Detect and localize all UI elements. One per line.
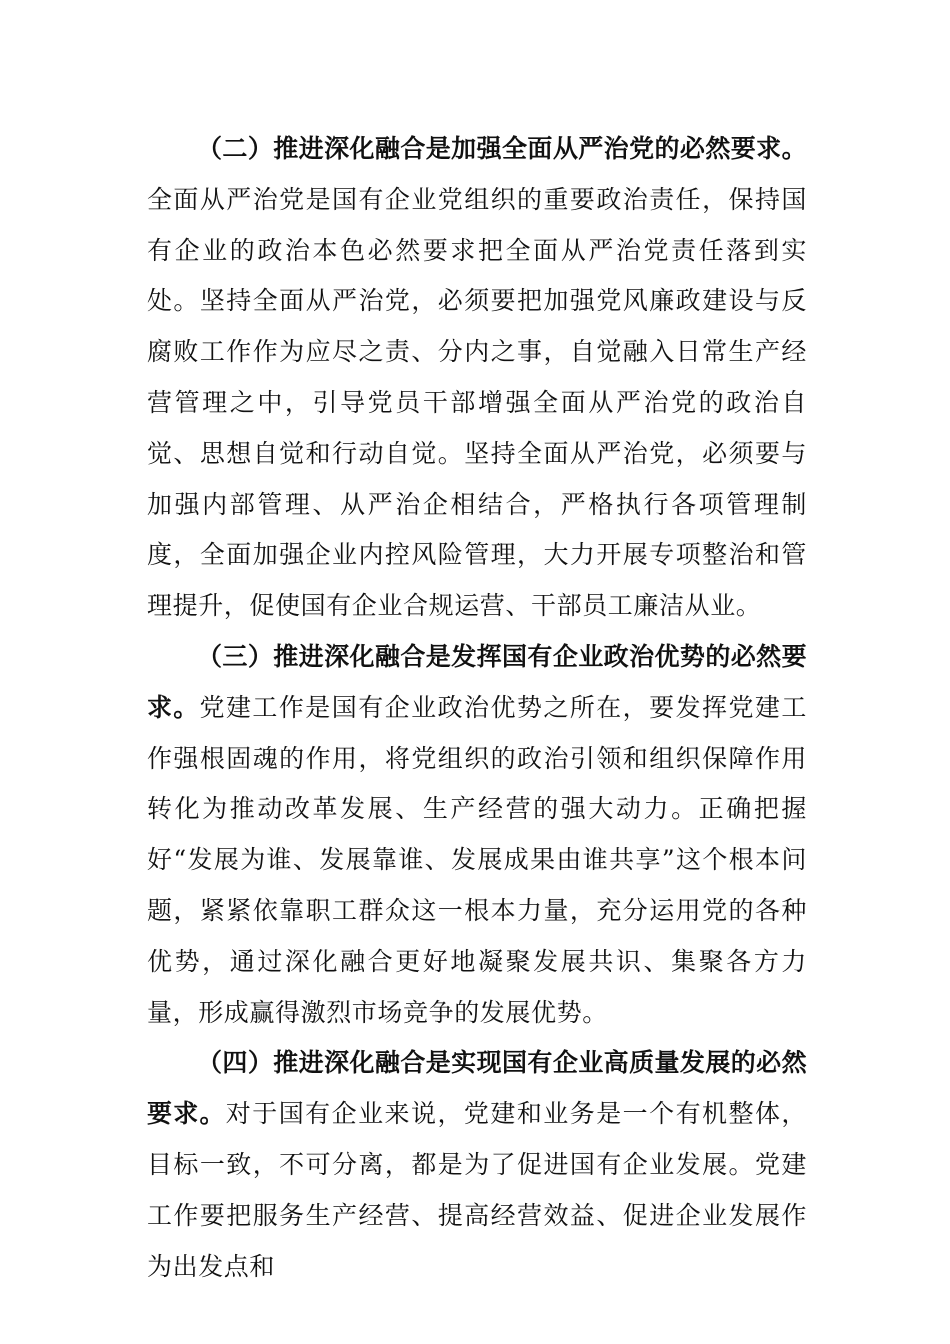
paragraph-3 bbox=[147, 632, 807, 1038]
document-body bbox=[147, 124, 807, 1292]
paragraph-3-text: 党建工作是国有企业政治优势之所在，要发挥党建工作强根固魂的作用，将党组织的政治引领和组织保障作用转化为推动改革发展、生产经营的强大动力。正确把握好“发展为谁、发展靠谁、发展成果由谁共享”这个根本问题，紧紧依靠职工群众这一根本力量，充分运用党的各种优势，通过深化融合更好地凝聚发展共识、集聚各方力量，形成赢得激烈市场竞争的发展优势。 bbox=[147, 692, 807, 1027]
paragraph-2 bbox=[147, 124, 807, 632]
paragraph-3-heading: （三）推进深化融合是发挥国有企业政治优势的必然要求。 bbox=[147, 641, 807, 722]
paragraph-4-text: 对于国有企业来说，党建和业务是一个有机整体，目标一致，不可分离，都是为了促进国有企业发展。党建工作要把服务生产经营、提高经营效益、促进企业发展作为出发点和 bbox=[147, 1099, 808, 1281]
paragraph-2-heading: （二）推进深化融合是加强全面从严治党的必然要求。 bbox=[197, 134, 807, 163]
paragraph-4-heading: （四）推进深化融合是实现国有企业高质量发展的必然要求。 bbox=[147, 1048, 807, 1129]
paragraph-4 bbox=[147, 1038, 807, 1292]
paragraph-2-text: 全面从严治党是国有企业党组织的重要政治责任，保持国有企业的政治本色必然要求把全面从严治党责任落到实处。坚持全面从严治党，必须要把加强党风廉政建设与反腐败工作作为应尽之责、分内之事，自觉融入日常生产经营管理之中，引导党员干部增强全面从严治党的政治自觉、思想自觉和行动自觉。坚持全面从严治党，必须要与加强内部管理、从严治企相结合，严格执行各项管理制度，全面加强企业内控风险管理，大力开展专项整治和管理提升，促使国有企业合规运营、干部员工廉洁从业。 bbox=[147, 184, 807, 621]
